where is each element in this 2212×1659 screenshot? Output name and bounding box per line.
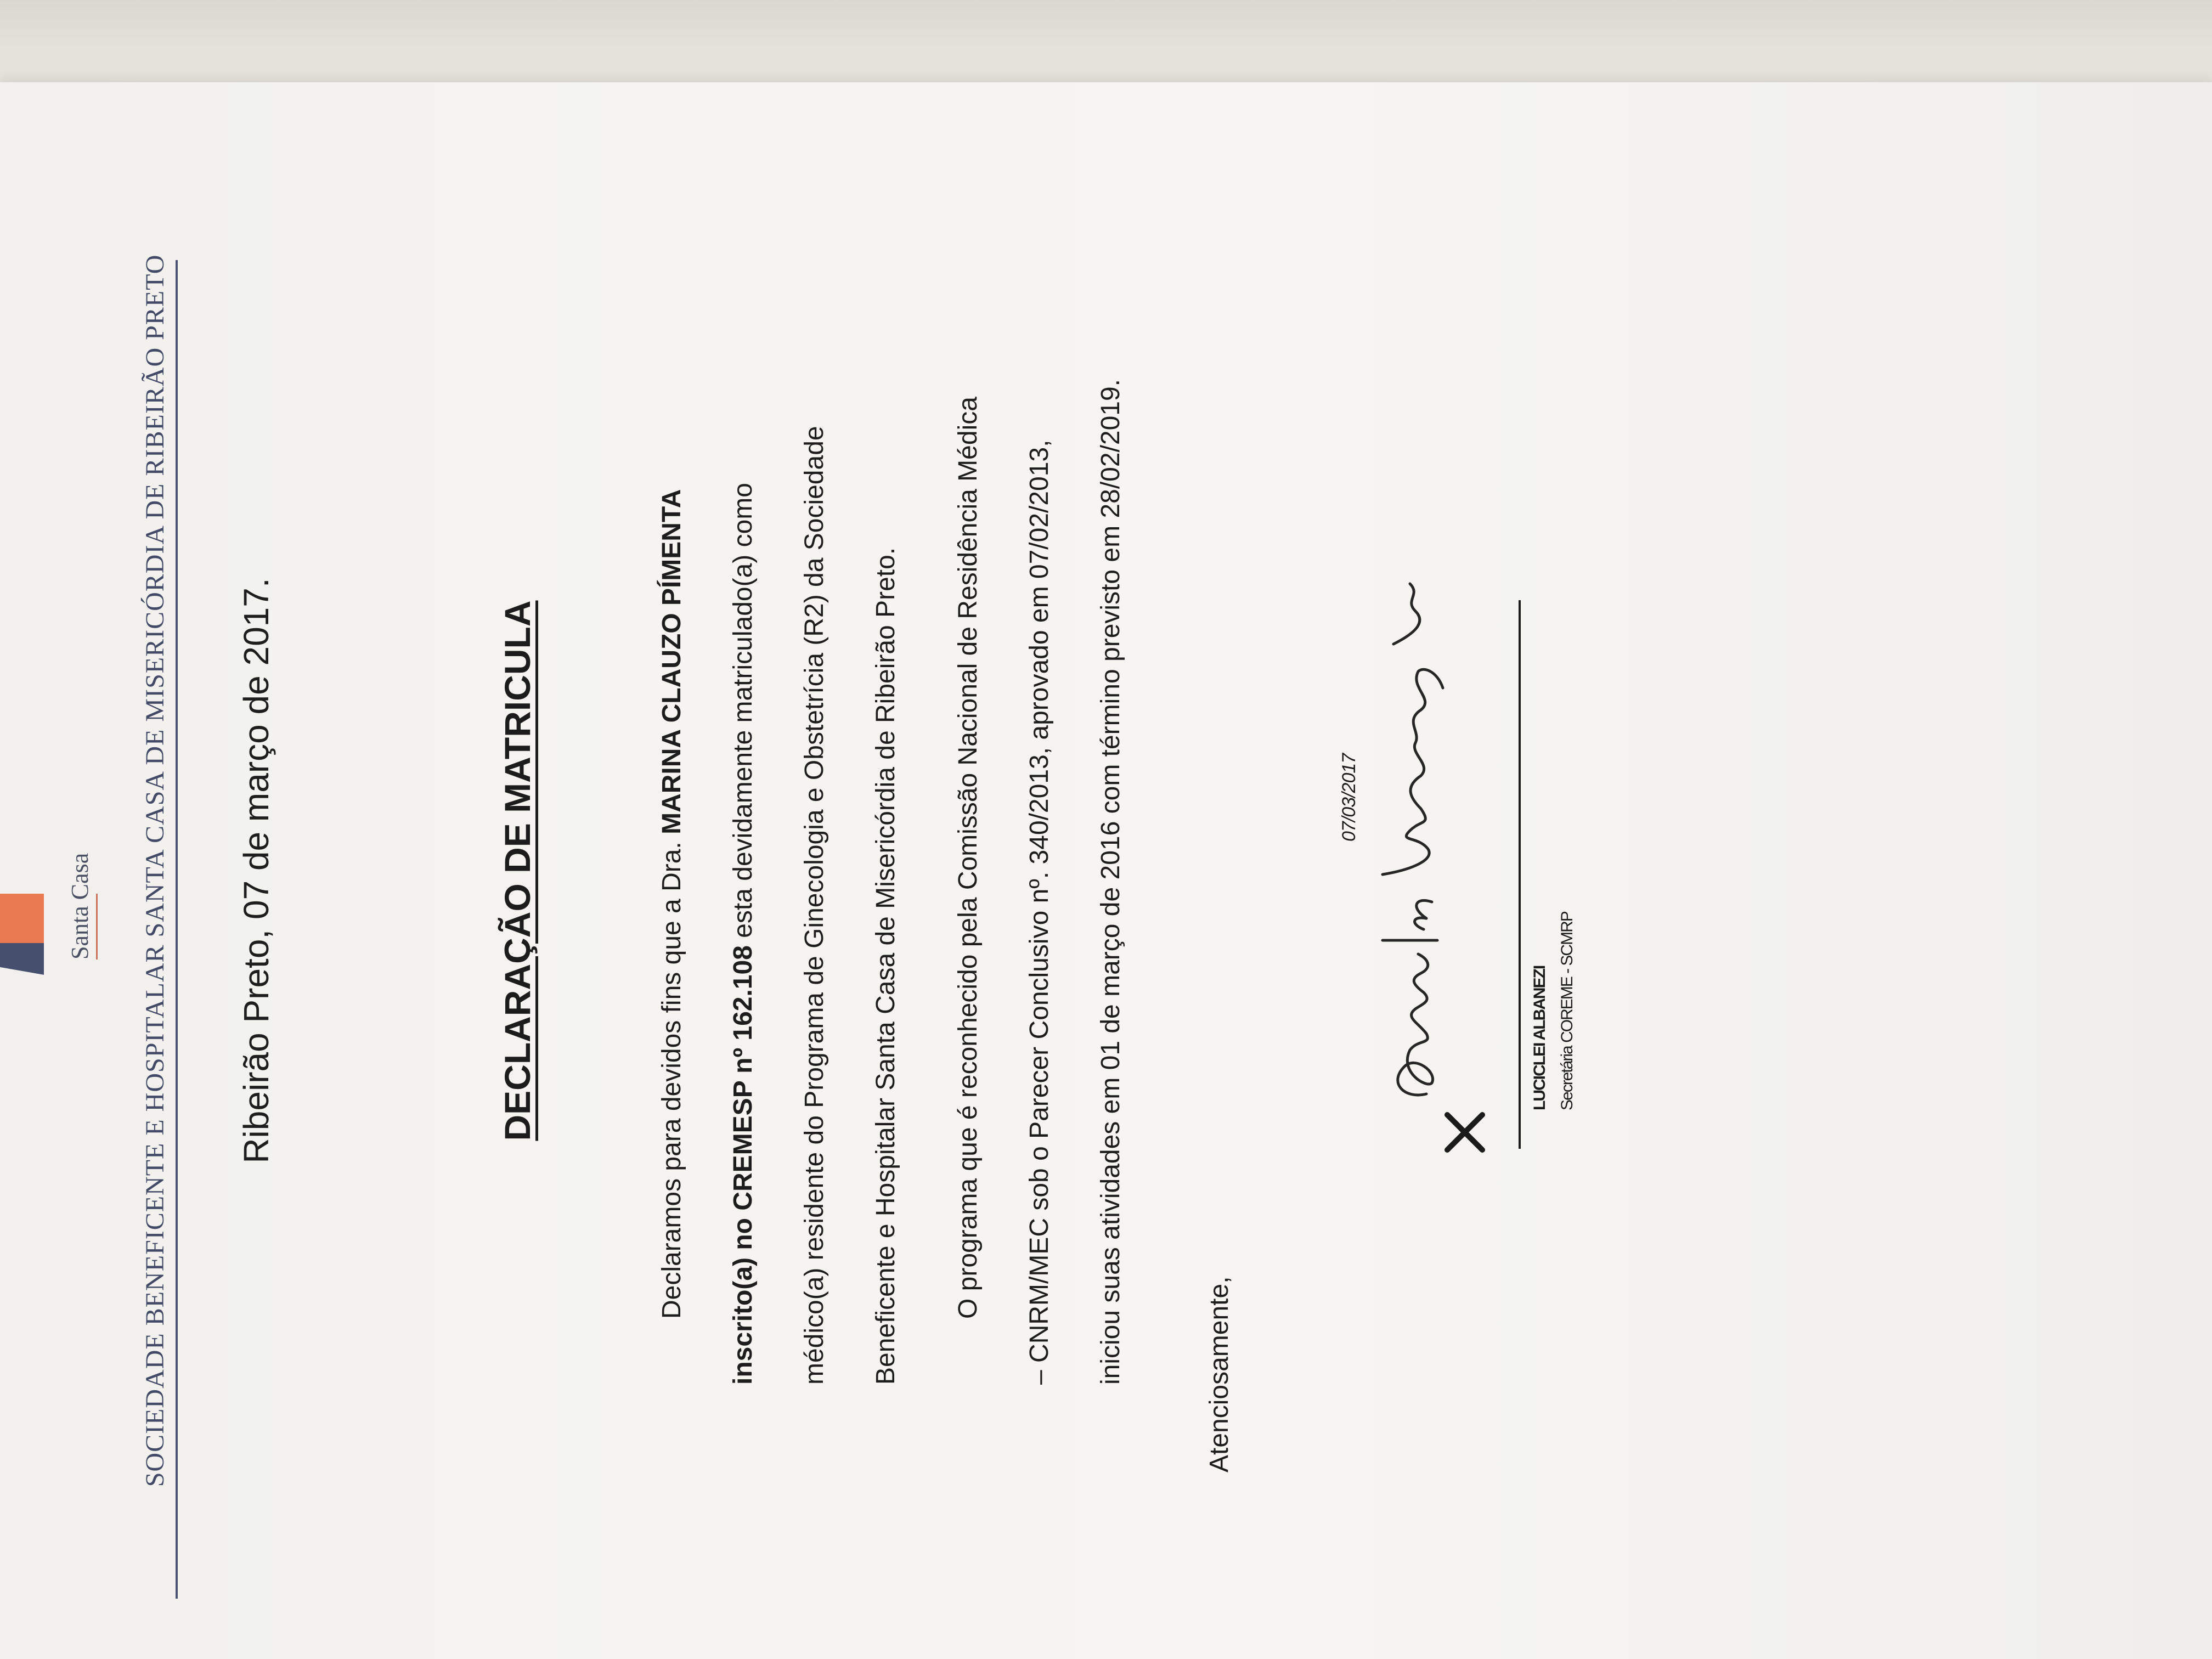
paragraph1-line1-text: Declaramos para devidos fins que a Dra. (657, 842, 686, 1319)
signatory-role: Secretária COREME - SCMRP (1558, 912, 1576, 1110)
document-title: DECLARAÇÃO DE MATRICULA (497, 600, 538, 1141)
paragraph1-line1 (636, 489, 708, 1385)
signature-rule (1519, 600, 1521, 1149)
santa-casa-logo (0, 853, 104, 992)
stamp-date: 07/03/2017 (1339, 753, 1359, 842)
paragraph2-line1: O programa que é reconhecido pela Comissão Nacional de Residência Médica (953, 397, 983, 1319)
paragraph2-line3: iniciou suas atividades em 01 de março de 2016 com término previsto em 28/02/2019. (1096, 379, 1125, 1385)
paragraph-declaration (636, 426, 922, 1385)
header-rule (176, 260, 178, 1599)
paragraph2-line2: – CNRM/MEC sob o Parecer Conclusivo nº. 340/2013, aprovado em 07/02/2013, (1025, 439, 1054, 1385)
logo-text: Santa Casa (66, 853, 93, 960)
paragraph1-line2-text: esta devidamente matriculado(a) como (729, 483, 758, 938)
doctor-name: MARINA CLAUZO PÍMENTA (657, 489, 686, 834)
logo-underline (96, 894, 98, 960)
paragraph1-line3: médico(a) residente do Programa de Ginecologia e Obstetrícia (R2) da Sociedade (800, 426, 829, 1385)
handwritten-signature (1372, 529, 1454, 1105)
closing-salutation: Atenciosamente, (1205, 1276, 1234, 1472)
paragraph1-line4: Beneficente e Hospitalar Santa Casa de Misericórdia de Ribeirão Preto. (871, 547, 900, 1385)
signature-x-mark (1443, 1110, 1487, 1154)
cremesp-registration: inscrito(a) no CREMESP nº 162.108 (729, 945, 758, 1385)
date-line: Ribeirão Preto, 07 de março de 2017. (236, 578, 276, 1164)
logo-mark-orange (0, 894, 44, 943)
paragraph1-line2 (708, 483, 779, 1385)
organization-header: SOCIEDADE BENEFICENTE E HOSPITALAR SANTA CASA DE MISERICÓRDIA DE RIBEIRÃO PRETO (140, 254, 170, 1487)
signatory-name: LUCICLEI ALBANEZI (1531, 966, 1549, 1110)
document-page (0, 82, 2212, 1659)
paragraph-program (933, 379, 1147, 1385)
